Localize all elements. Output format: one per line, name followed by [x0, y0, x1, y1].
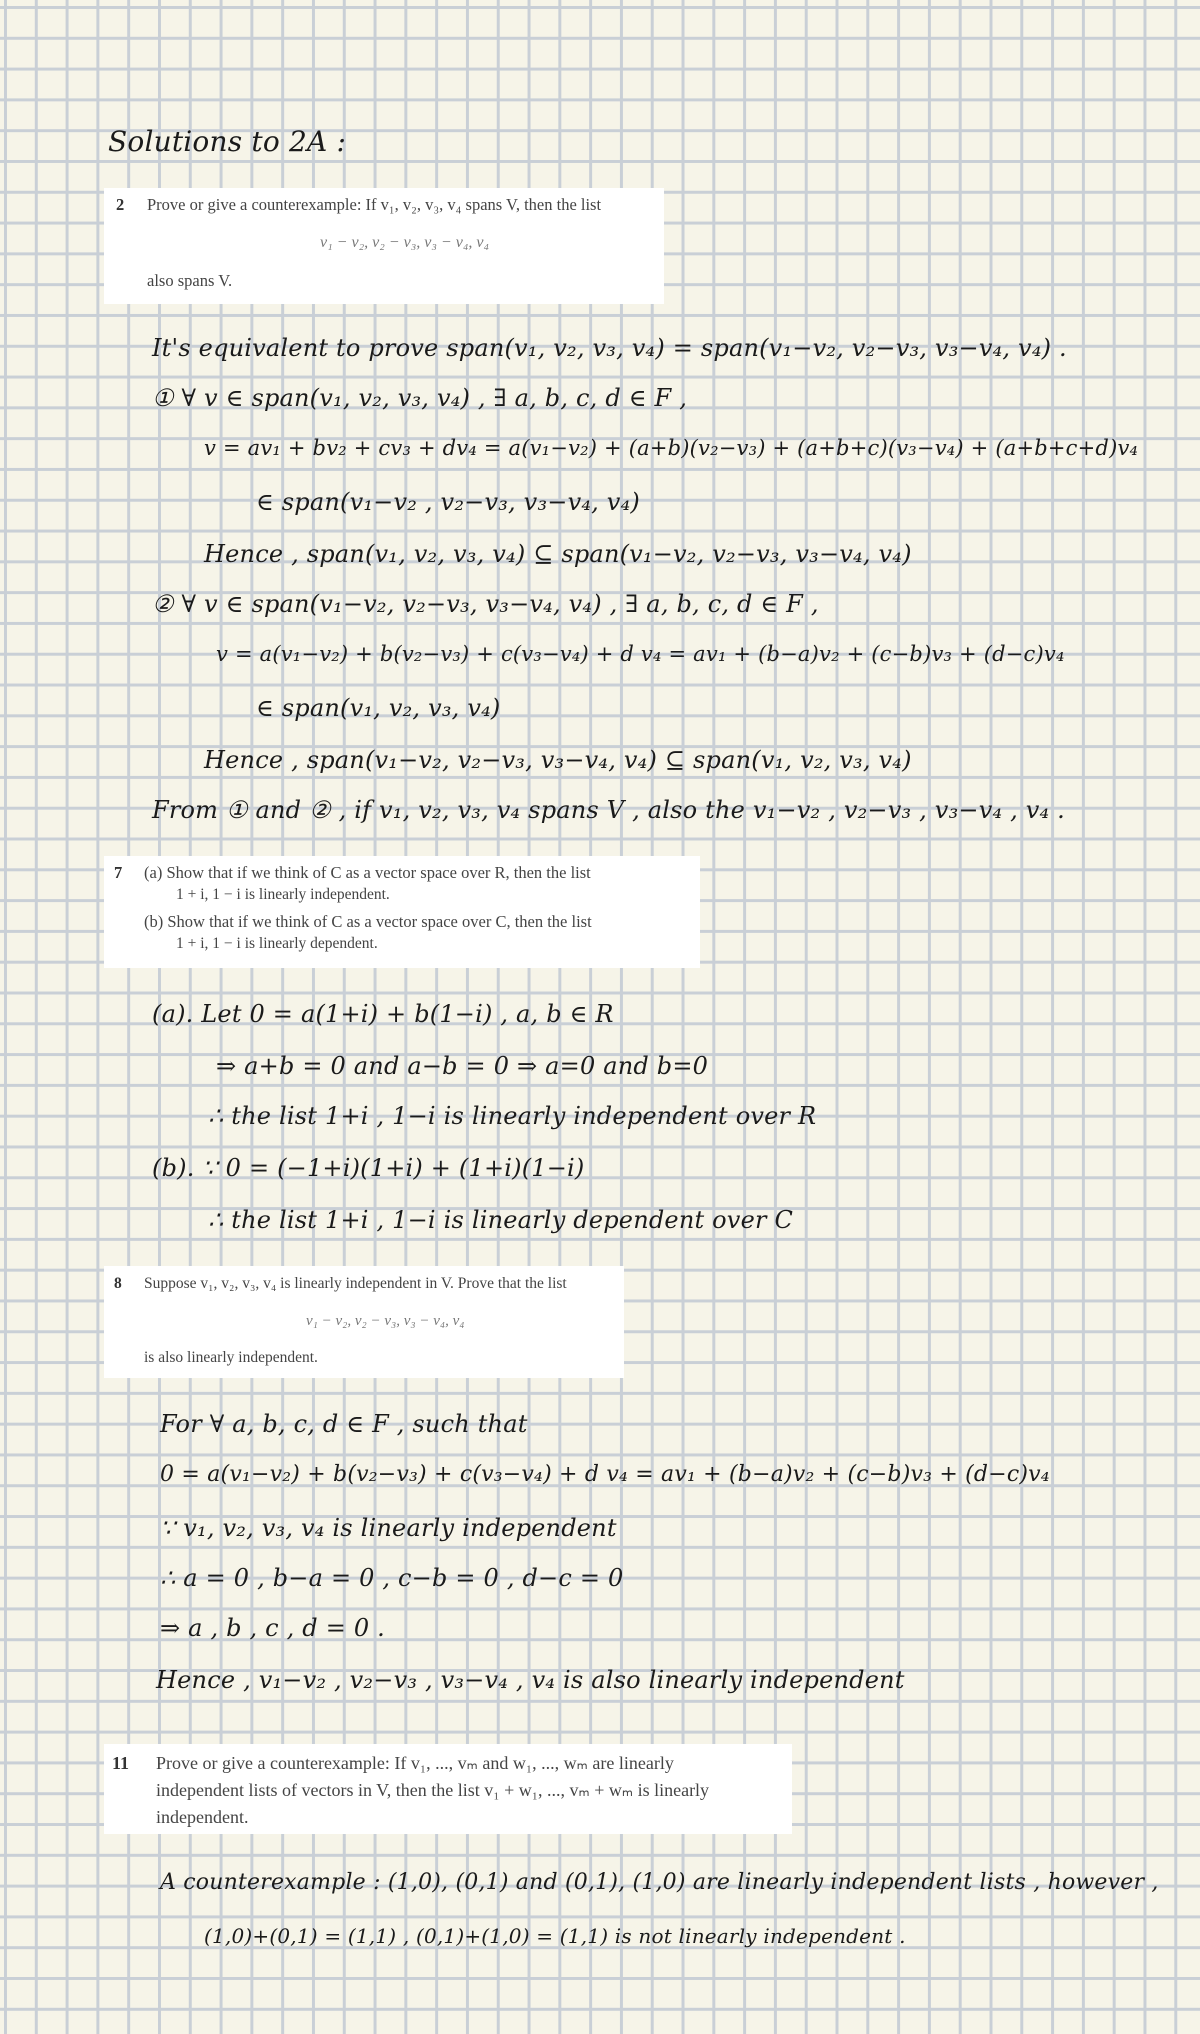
- problem-text: independent lists of vectors in V, then the list v₁ + w₁, ..., vₘ + wₘ is linearly: [156, 1780, 710, 1800]
- solution-line: ⇒ a+b = 0 and a−b = 0 ⇒ a=0 and b=0: [216, 1052, 709, 1080]
- problem-text: Suppose v₁, v₂, v₃, v₄ is linearly independent in V. Prove that the list: [144, 1275, 567, 1292]
- solution-line: It's equivalent to prove span(v₁, v₂, v₃, v₄) = span(v₁−v₂, v₂−v₃, v₃−v₄, v₄) .: [152, 334, 1067, 362]
- problem-math: v₁ − v₂, v₂ − v₃, v₃ − v₄, v₄: [320, 234, 490, 251]
- solution-line: ∈ span(v₁−v₂ , v₂−v₃, v₃−v₄, v₄): [256, 488, 640, 516]
- problem-text: 1 + i, 1 − i is linearly dependent.: [176, 935, 378, 952]
- problem-number: 7: [114, 863, 123, 882]
- problem-number: 8: [114, 1275, 122, 1292]
- problem-text: is also linearly independent.: [144, 1349, 318, 1366]
- problem-text: Prove or give a counterexample: If v₁, ..., vₘ and w₁, ..., wₘ are linearly: [156, 1753, 674, 1773]
- solution-line: 0 = a(v₁−v₂) + b(v₂−v₃) + c(v₃−v₄) + d v₄ = av₁ + (b−a)v₂ + (c−b)v₃ + (d−c)v₄: [160, 1462, 1050, 1487]
- problem-text: 1 + i, 1 − i is linearly independent.: [176, 886, 390, 903]
- problem-number: 2: [116, 195, 125, 214]
- solution-line: From ① and ② , if v₁, v₂, v₃, v₄ spans V , also the v₁−v₂ , v₂−v₃ , v₃−v₄ , v₄ .: [152, 796, 1065, 824]
- page-title: Solutions to 2A :: [108, 125, 347, 158]
- solution-line: Hence , span(v₁, v₂, v₃, v₄) ⊆ span(v₁−v₂, v₂−v₃, v₃−v₄, v₄): [204, 540, 912, 568]
- solution-line: ∈ span(v₁, v₂, v₃, v₄): [256, 694, 501, 722]
- solution-line: (a). Let 0 = a(1+i) + b(1−i) , a, b ∈ R: [152, 1000, 614, 1028]
- problem-number: 11: [112, 1753, 130, 1773]
- solution-line: ∴ a = 0 , b−a = 0 , c−b = 0 , d−c = 0: [160, 1564, 624, 1592]
- problem-7-box: [104, 856, 700, 968]
- problem-8-box: [104, 1266, 624, 1378]
- solution-line: ∴ the list 1+i , 1−i is linearly dependent over C: [208, 1206, 794, 1234]
- solution-line: Hence , span(v₁−v₂, v₂−v₃, v₃−v₄, v₄) ⊆ span(v₁, v₂, v₃, v₄): [204, 746, 912, 774]
- solution-line: v = av₁ + bv₂ + cv₃ + dv₄ = a(v₁−v₂) + (a+b)(v₂−v₃) + (a+b+c)(v₃−v₄) + (a+b+c+d)v₄: [204, 436, 1139, 460]
- problem-text: Prove or give a counterexample: If v₁, v₂, v₃, v₄ spans V, then the list: [147, 195, 602, 214]
- solution-line: Hence , v₁−v₂ , v₂−v₃ , v₃−v₄ , v₄ is also linearly independent: [156, 1666, 905, 1694]
- solution-line: v = a(v₁−v₂) + b(v₂−v₃) + c(v₃−v₄) + d v₄ = av₁ + (b−a)v₂ + (c−b)v₃ + (d−c)v₄: [216, 642, 1065, 666]
- solution-line: (1,0)+(0,1) = (1,1) , (0,1)+(1,0) = (1,1) is not linearly independent .: [204, 1924, 906, 1948]
- solution-line: ② ∀ v ∈ span(v₁−v₂, v₂−v₃, v₃−v₄, v₄) , ∃ a, b, c, d ∈ F ,: [152, 590, 819, 618]
- solution-line: ① ∀ v ∈ span(v₁, v₂, v₃, v₄) , ∃ a, b, c, d ∈ F ,: [152, 384, 688, 412]
- problem-math: v₁ − v₂, v₂ − v₃, v₃ − v₄, v₄: [306, 1313, 465, 1329]
- problem-text: independent.: [156, 1807, 249, 1827]
- problem-11-box: [104, 1744, 792, 1834]
- solution-line: ∴ the list 1+i , 1−i is linearly independent over R: [208, 1102, 817, 1130]
- solution-line: (b). ∵ 0 = (−1+i)(1+i) + (1+i)(1−i): [152, 1154, 585, 1182]
- problem-text: (b) Show that if we think of C as a vector space over C, then the list: [144, 912, 592, 931]
- solution-line: For ∀ a, b, c, d ∈ F , such that: [160, 1410, 528, 1438]
- problem-text: also spans V.: [147, 271, 233, 290]
- solution-line: ∵ v₁, v₂, v₃, v₄ is linearly independent: [160, 1514, 617, 1542]
- solution-line: ⇒ a , b , c , d = 0 .: [160, 1614, 385, 1642]
- problem-2-box: [104, 188, 664, 304]
- solution-line: A counterexample : (1,0), (0,1) and (0,1), (1,0) are linearly independent lists , however ,: [160, 1870, 1159, 1895]
- problem-text: (a) Show that if we think of C as a vector space over R, then the list: [144, 863, 591, 882]
